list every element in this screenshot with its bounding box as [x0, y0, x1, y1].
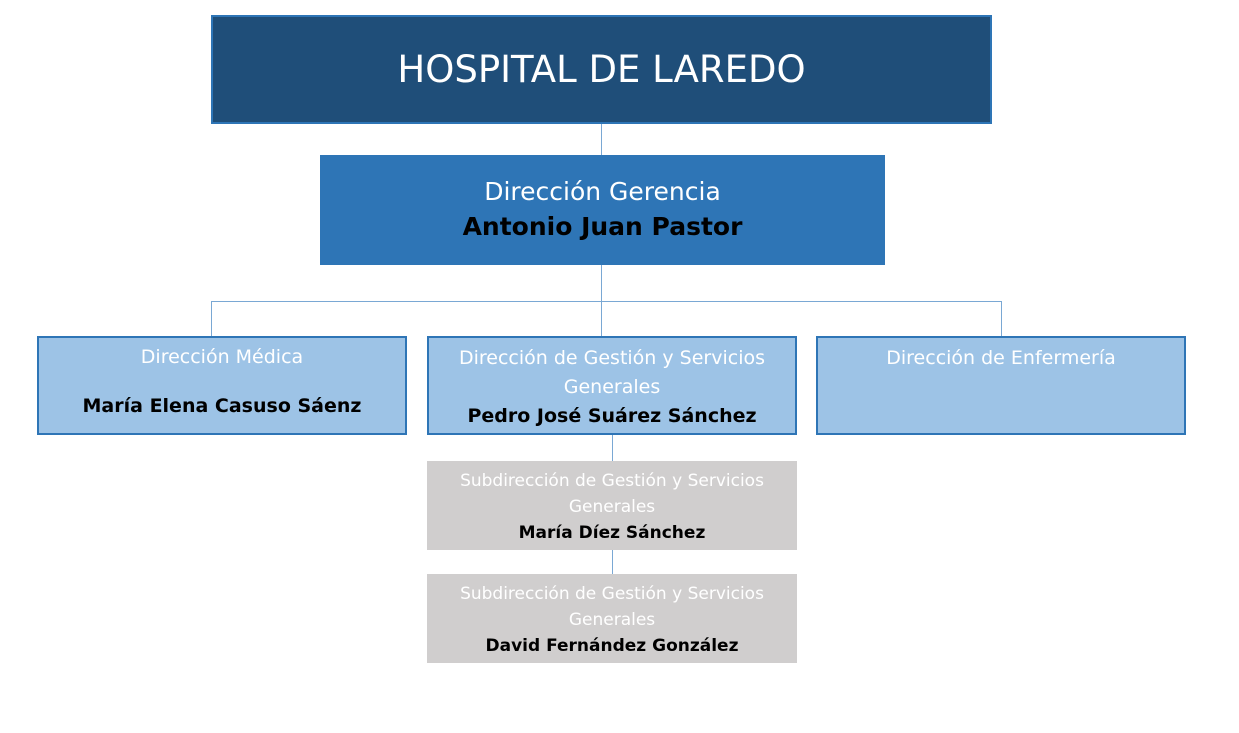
direccion-gestion-role: Dirección de Gestión y Servicios Generales: [458, 347, 766, 398]
direccion-medica-name: María Elena Casuso Sáenz: [82, 395, 362, 417]
connector-horizontal-bar: [211, 301, 1002, 302]
gerencia-node: [320, 155, 885, 265]
direccion-enfermeria-node: [816, 336, 1186, 435]
connector-root-to-gerencia: [601, 124, 602, 155]
connector-sub1-to-sub2: [612, 550, 613, 574]
hospital-title: HOSPITAL DE LAREDO: [397, 48, 806, 91]
subdireccion-node-1: [427, 461, 797, 550]
hospital-node: [211, 15, 992, 124]
subdireccion-name-2: David Fernández González: [485, 636, 739, 656]
direccion-medica-node: [37, 336, 407, 435]
gerencia-role: Dirección Gerencia: [484, 177, 721, 206]
direccion-gestion-node: [427, 336, 797, 435]
connector-to-medica: [211, 301, 212, 336]
subdireccion-node-2: [427, 574, 797, 663]
gerencia-name: Antonio Juan Pastor: [462, 212, 743, 241]
subdireccion-role-1: Subdirección de Gestión y Servicios Generales: [460, 471, 764, 517]
connector-to-enfermeria: [1001, 301, 1002, 336]
subdireccion-name-1: María Díez Sánchez: [518, 523, 706, 543]
direccion-enfermeria-role: Dirección de Enfermería: [886, 347, 1116, 369]
subdireccion-role-2: Subdirección de Gestión y Servicios Generales: [460, 584, 764, 630]
direccion-medica-role: Dirección Médica: [140, 346, 304, 368]
direccion-gestion-name: Pedro José Suárez Sánchez: [467, 405, 757, 427]
connector-gestion-to-sub1: [612, 435, 613, 461]
